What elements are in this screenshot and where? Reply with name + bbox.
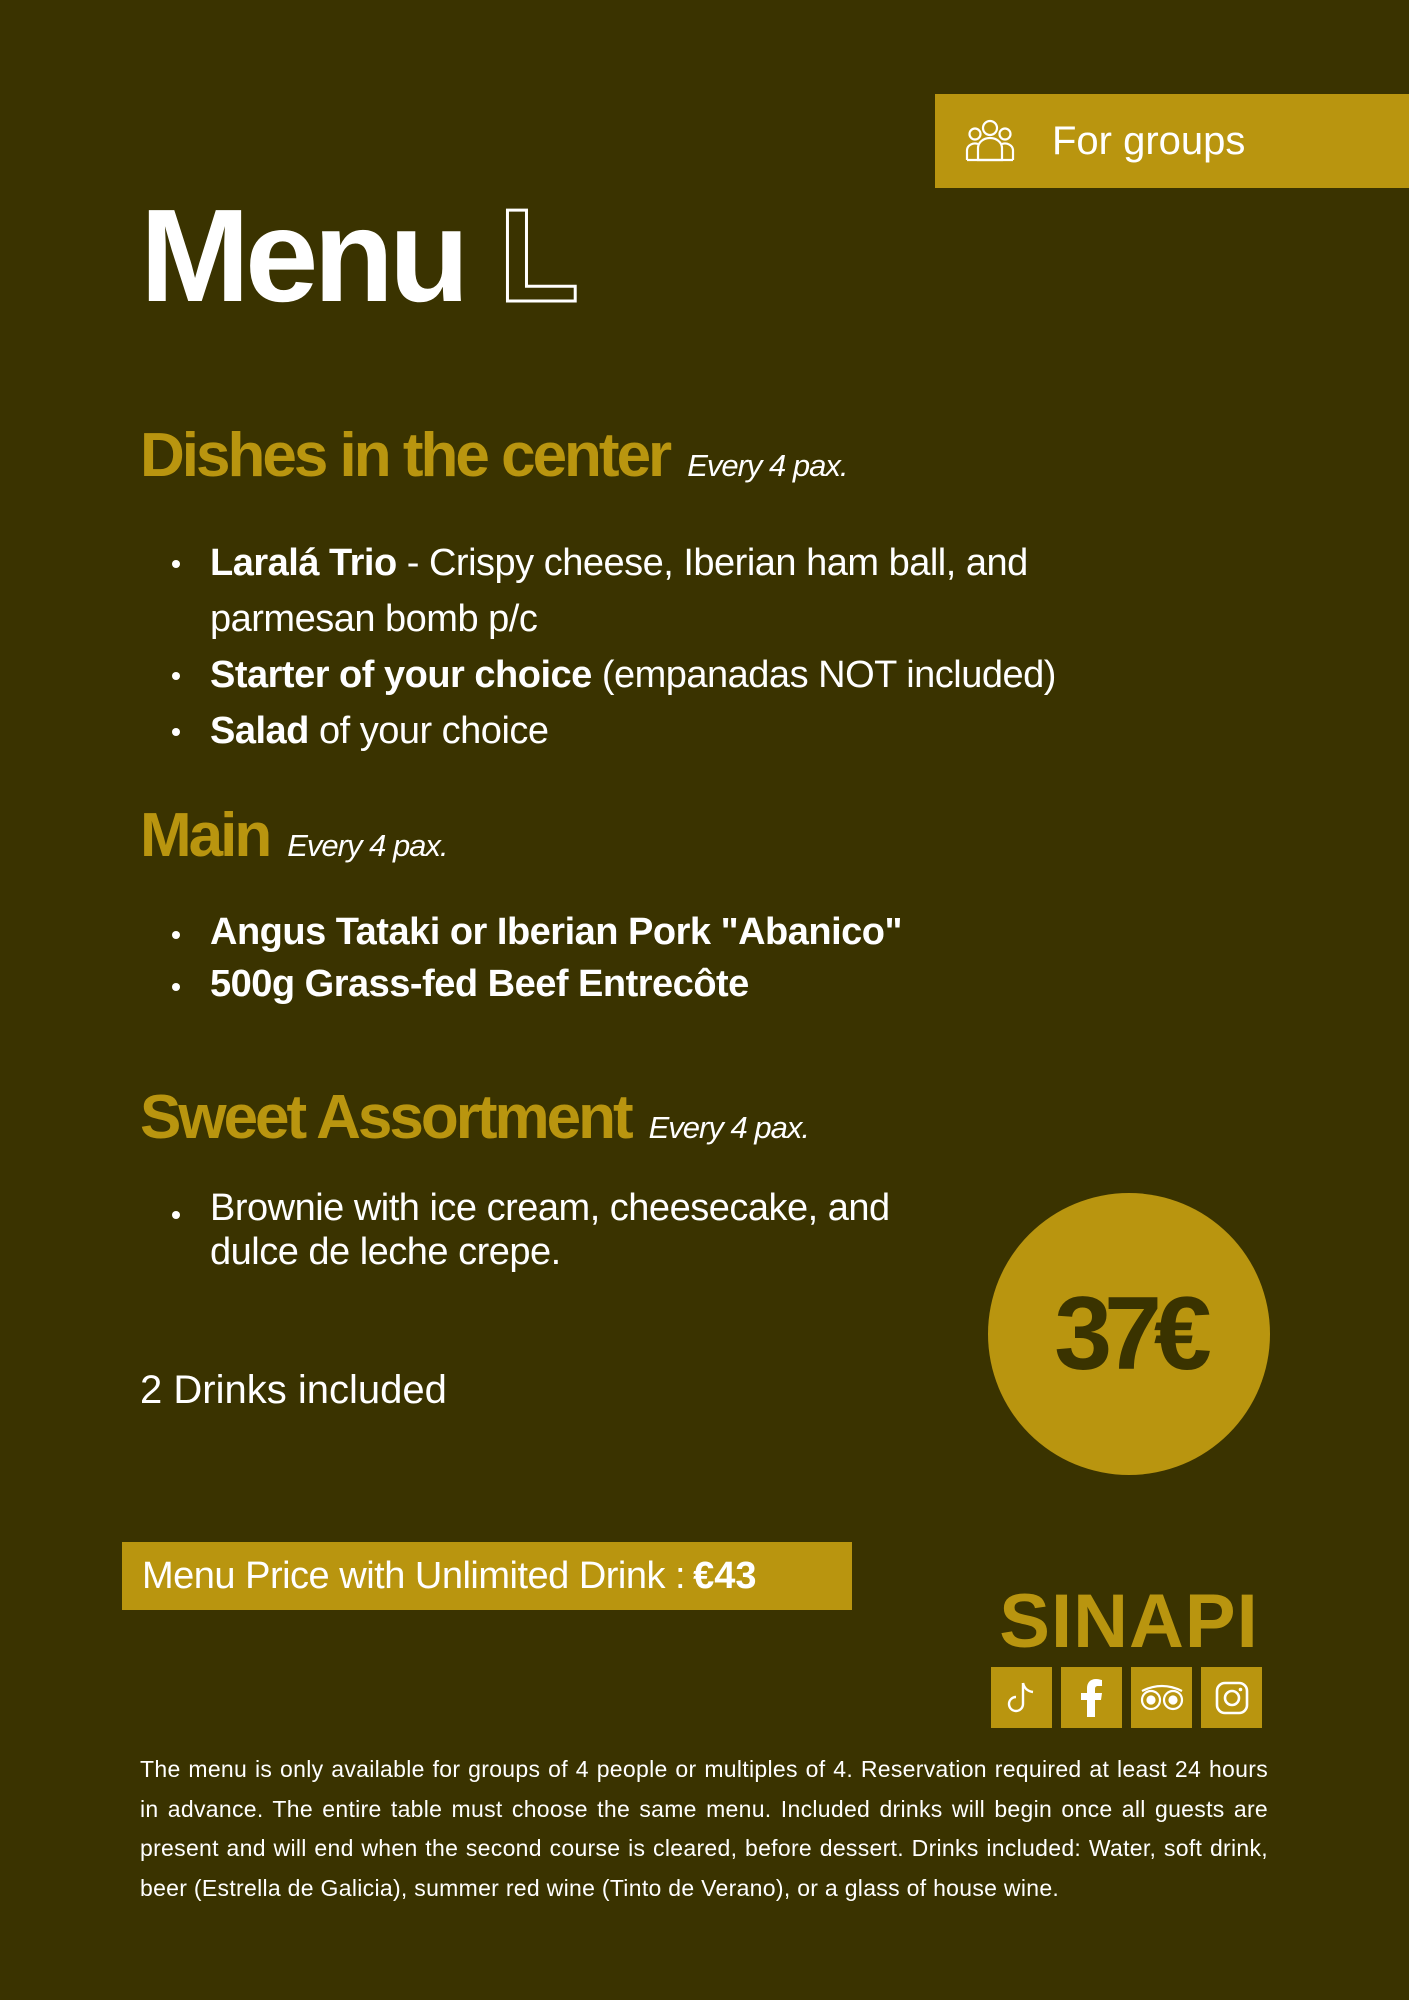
page-title xyxy=(140,182,580,329)
social-links xyxy=(991,1667,1262,1728)
drinks-included: 2 Drinks included xyxy=(140,1368,447,1412)
price: 37€ xyxy=(1054,1275,1204,1392)
section-center-heading xyxy=(140,420,848,491)
group-icon xyxy=(965,115,1017,167)
section-main-heading xyxy=(140,800,448,871)
list-item: Angus Tataki or Iberian Pork "Abanico" xyxy=(140,906,1140,958)
footnote: The menu is only available for groups of 4 people or multiples of 4. Reservation required at least 24 hours in advance. The entire table must choose the same menu. Included drinks will begin once all guests are present and will end when the second course is cleared, before dessert. Drinks included: Water, soft drink, beer (Estrella de Galicia), summer red wine (Tinto de Verano), or a glass of house wine. xyxy=(140,1756,1268,1901)
section-note: Every 4 pax. xyxy=(648,1110,809,1145)
facebook-icon[interactable] xyxy=(1061,1667,1122,1728)
menu-size-letter: L xyxy=(498,182,580,329)
list-item: Starter of your choice (empanadas NOT included) xyxy=(140,647,1140,703)
section-title: Main xyxy=(140,801,270,870)
unlimited-label: Menu Price with Unlimited Drink : xyxy=(142,1554,686,1597)
list-item: Brownie with ice cream, cheesecake, and dulce de leche crepe. xyxy=(140,1186,940,1274)
sweet-list xyxy=(140,1186,940,1274)
section-note: Every 4 pax. xyxy=(687,448,848,483)
list-item: 500g Grass-fed Beef Entrecôte xyxy=(140,958,1140,1010)
badge-label: For groups xyxy=(1052,118,1246,163)
section-title: Dishes in the center xyxy=(140,421,670,490)
tripadvisor-icon[interactable] xyxy=(1131,1667,1192,1728)
tiktok-icon[interactable] xyxy=(991,1667,1052,1728)
section-title: Sweet Assortment xyxy=(140,1083,631,1152)
unlimited-drink-bar xyxy=(122,1542,852,1610)
brand-logo: SINAPI xyxy=(999,1579,1259,1664)
instagram-icon[interactable] xyxy=(1201,1667,1262,1728)
unlimited-price: €43 xyxy=(693,1554,757,1597)
section-note: Every 4 pax. xyxy=(287,828,448,863)
price-circle xyxy=(988,1193,1270,1475)
list-item: Laralá Trio - Crispy cheese, Iberian ham ball, and parmesan bomb p/c xyxy=(140,535,1140,647)
center-dish-list xyxy=(140,535,1140,759)
for-groups-badge xyxy=(935,94,1409,188)
main-dish-list xyxy=(140,906,1140,1010)
section-sweet-heading xyxy=(140,1082,809,1153)
list-item: Salad of your choice xyxy=(140,703,1140,759)
title-word: Menu xyxy=(140,182,465,329)
